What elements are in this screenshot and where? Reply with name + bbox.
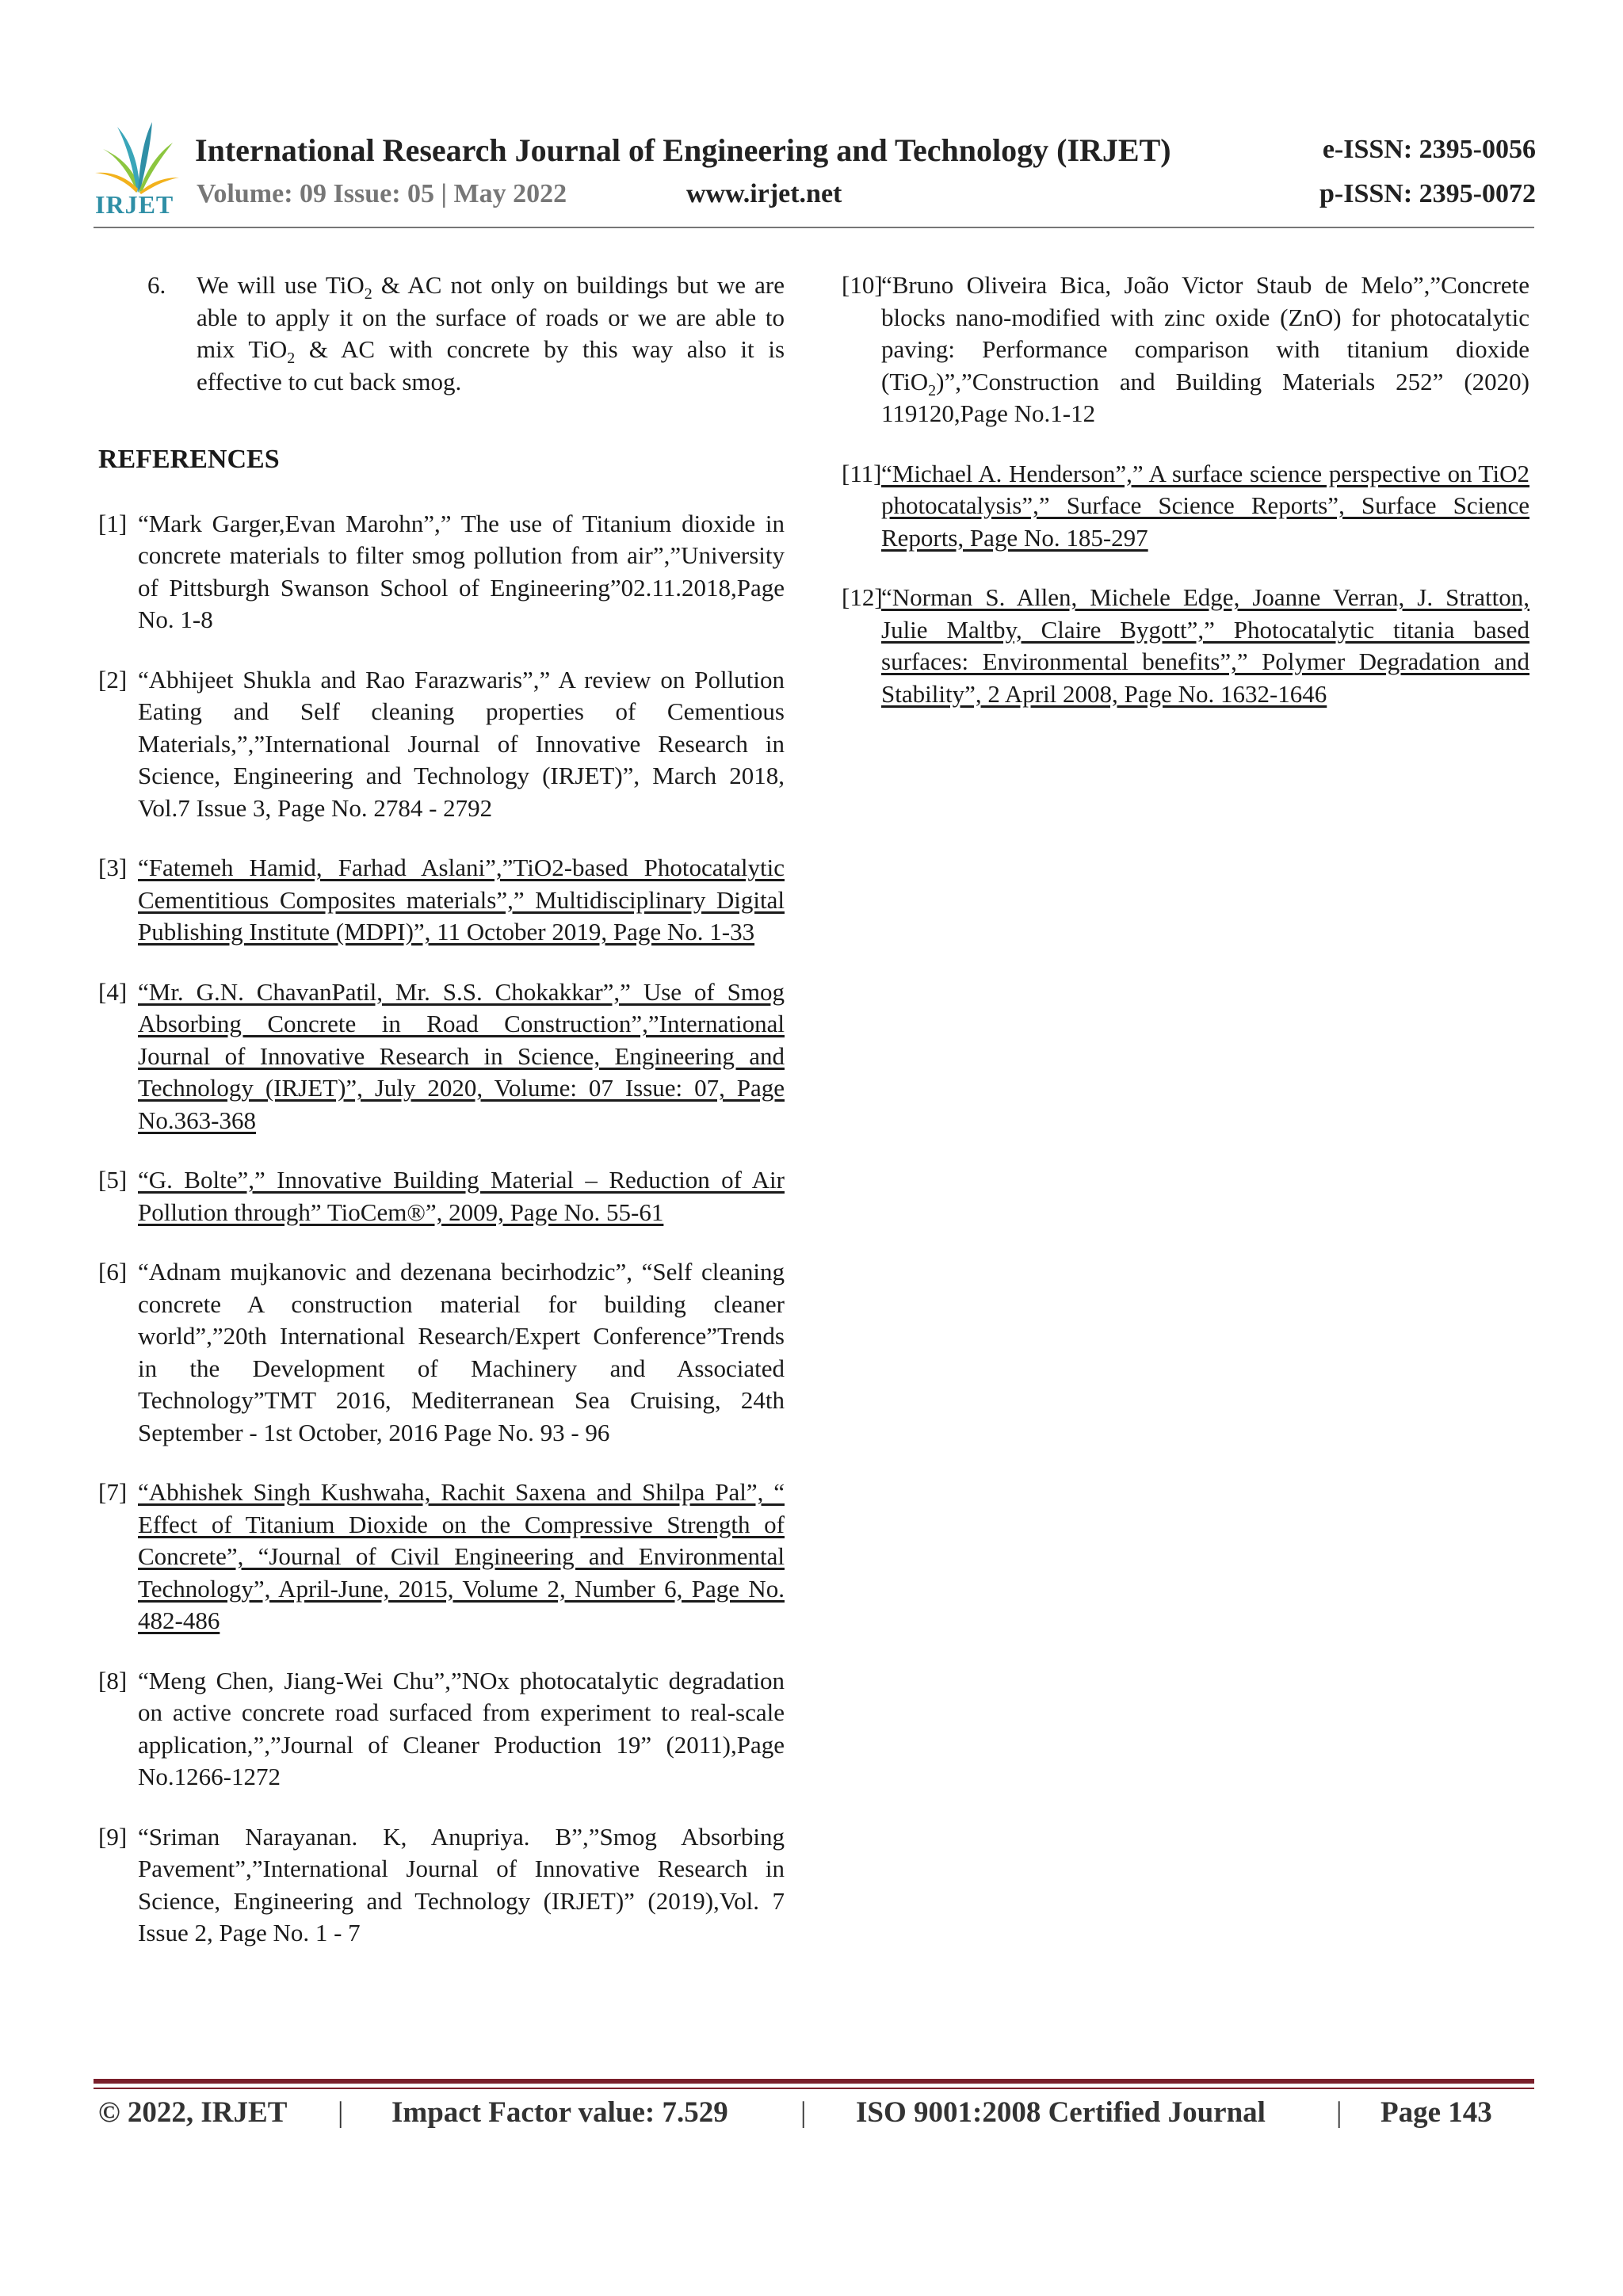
- reference-number: [9]: [98, 1822, 128, 1851]
- reference-link[interactable]: “Abhishek Singh Kushwaha, Rachit Saxena and Shilpa Pal”, “ Effect of Titanium Dioxide on the Compressive Strength of Concrete”, “Journal of Civil Engineering and Environmental Technology”, April-June, 2015, Volume 2, Number 6, Page No. 482-486: [138, 1478, 785, 1634]
- irjet-logo: [94, 117, 181, 220]
- volume-issue: Volume: 09 Issue: 05 | May 2022: [197, 179, 567, 208]
- reference-text: “Adnam mujkanovic and dezenana becirhodzic”, “Self cleaning concrete A construction material for building cleaner world”,”20th International Research/Expert Conference”Trends in the Development of Machinery and Associated Technology”TMT 2016, Mediterranean Sea Cruising, 24th September - 1st October, 2016 Page No. 93 - 96: [138, 1258, 785, 1446]
- journal-title: International Research Journal of Engineering and Technology (IRJET): [195, 132, 1171, 168]
- logo-text: IRJET: [95, 190, 174, 219]
- reference-number: [5]: [98, 1166, 128, 1194]
- p-issn: p-ISSN: 2395-0072: [1319, 179, 1536, 208]
- left-column: [98, 269, 785, 1977]
- reference-number: [12]: [842, 583, 883, 611]
- reference-text: “Sriman Narayanan. K, Anupriya. B”,”Smog Absorbing Pavement”,”International Journal of Innovative Research in Science, Engineering and Technology (IRJET)” (2019),Vol. 7 Issue 2, Page No. 1 - 7: [138, 1822, 785, 1946]
- reference-number: [8]: [98, 1666, 128, 1694]
- list-number: 6.: [147, 271, 166, 299]
- reference-number: [10]: [842, 271, 883, 299]
- reference-number: [4]: [98, 977, 128, 1006]
- reference-text: “Bruno Oliveira Bica, João Victor Staub de Melo”,”Concrete blocks nano-modified with zinc oxide (ZnO) for photocatalytic paving: Performance comparison with titanium dioxide (TiO$_2$)”,”Construction and Building Materials 252” (2020) 119120,Page No.1-12: [881, 271, 1529, 427]
- reference-item: [98, 852, 785, 949]
- reference-link[interactable]: “Fatemeh Hamid, Farhad Aslani”,”TiO2-based Photocatalytic Cementitious Composites materials”,” Multidisciplinary Digital Publishing Institute (MDPI)”, 11 October 2019, Page No. 1-33: [138, 854, 785, 946]
- impact-factor: Impact Factor value: 7.529: [391, 2096, 728, 2129]
- reference-text: “Meng Chen, Jiang-Wei Chu”,”NOx photocatalytic degradation on active concrete road surfaced from experiment to real-scale application,”,”Journal of Cleaner Production 19” (2011),Page No.1266-1272: [138, 1666, 785, 1790]
- reference-text: “Abhijeet Shukla and Rao Farazwaris”,” A review on Pollution Eating and Self cleaning properties of Cementious Materials,”,”International Journal of Innovative Research in Science, Engineering and Technology (IRJET)”, March 2018, Vol.7 Issue 3, Page No. 2784 - 2792: [138, 665, 785, 822]
- iso-certification: ISO 9001:2008 Certified Journal: [856, 2096, 1266, 2129]
- list-text: We will use TiO$_2$ & AC not only on buildings but we are able to apply it on the surface of roads or we are able to mix TiO$_2$ & AC with concrete by this way also it is effective to cut back smog.: [197, 271, 785, 395]
- header-divider: [94, 227, 1534, 228]
- reference-link[interactable]: “Norman S. Allen, Michele Edge, Joanne Verran, J. Stratton, Julie Maltby, Claire Bygott”,” Photocatalytic titania based surfaces: Environmental benefits”,” Polymer Degradation and Stability”, 2 April 2008, Page No. 1632-1646: [881, 583, 1529, 708]
- footer-divider-thin: [94, 2088, 1534, 2089]
- reference-link[interactable]: “G. Bolte”,” Innovative Building Material – Reduction of Air Pollution through” TioCem®”, 2009, Page No. 55-61: [138, 1166, 785, 1226]
- reference-item: [842, 458, 1529, 555]
- copyright: © 2022, IRJET: [98, 2096, 288, 2129]
- leaf-logo-icon: [94, 117, 181, 197]
- reference-item: [842, 582, 1529, 710]
- reference-item: [98, 976, 785, 1137]
- footer-separator: |: [800, 2096, 807, 2129]
- reference-number: [7]: [98, 1478, 128, 1506]
- reference-item: [98, 508, 785, 636]
- page-number: Page 143: [1381, 2096, 1492, 2129]
- reference-item: [98, 1477, 785, 1637]
- reference-link[interactable]: “Mr. G.N. ChavanPatil, Mr. S.S. Chokakkar”,” Use of Smog Absorbing Concrete in Road Construction”,”International Journal of Innovative Research in Science, Engineering and Technology (IRJET)”, July 2020, Volume: 07 Issue: 07, Page No.363-368: [138, 977, 785, 1134]
- reference-number: [3]: [98, 854, 128, 881]
- footer-divider: [94, 2079, 1534, 2084]
- e-issn: e-ISSN: 2395-0056: [1322, 135, 1536, 164]
- journal-website: www.irjet.net: [686, 179, 842, 208]
- page-header: [94, 111, 1536, 230]
- reference-item: [98, 1256, 785, 1449]
- reference-number: [2]: [98, 665, 128, 693]
- footer-separator: |: [338, 2096, 344, 2129]
- reference-number: [1]: [98, 509, 128, 537]
- reference-number: [6]: [98, 1258, 128, 1286]
- reference-item: [98, 1164, 785, 1228]
- reference-item: [842, 269, 1529, 430]
- reference-item: [98, 1821, 785, 1950]
- reference-number: [11]: [842, 459, 882, 487]
- right-column: [842, 269, 1529, 738]
- reference-item: [98, 664, 785, 825]
- references-heading: REFERENCES: [98, 445, 280, 474]
- footer-separator: |: [1336, 2096, 1342, 2129]
- conclusion-list-item: [98, 269, 785, 398]
- reference-link[interactable]: “Michael A. Henderson”,” A surface science perspective on TiO2 photocatalysis”,” Surface Science Reports”, Surface Science Reports, Page No. 185-297: [881, 459, 1529, 552]
- reference-item: [98, 1665, 785, 1794]
- reference-text: “Mark Garger,Evan Marohn”,” The use of Titanium dioxide in concrete materials to filter smog pollution from air”,”University of Pittsburgh Swanson School of Engineering”02.11.2018,Page No. 1-8: [138, 509, 785, 633]
